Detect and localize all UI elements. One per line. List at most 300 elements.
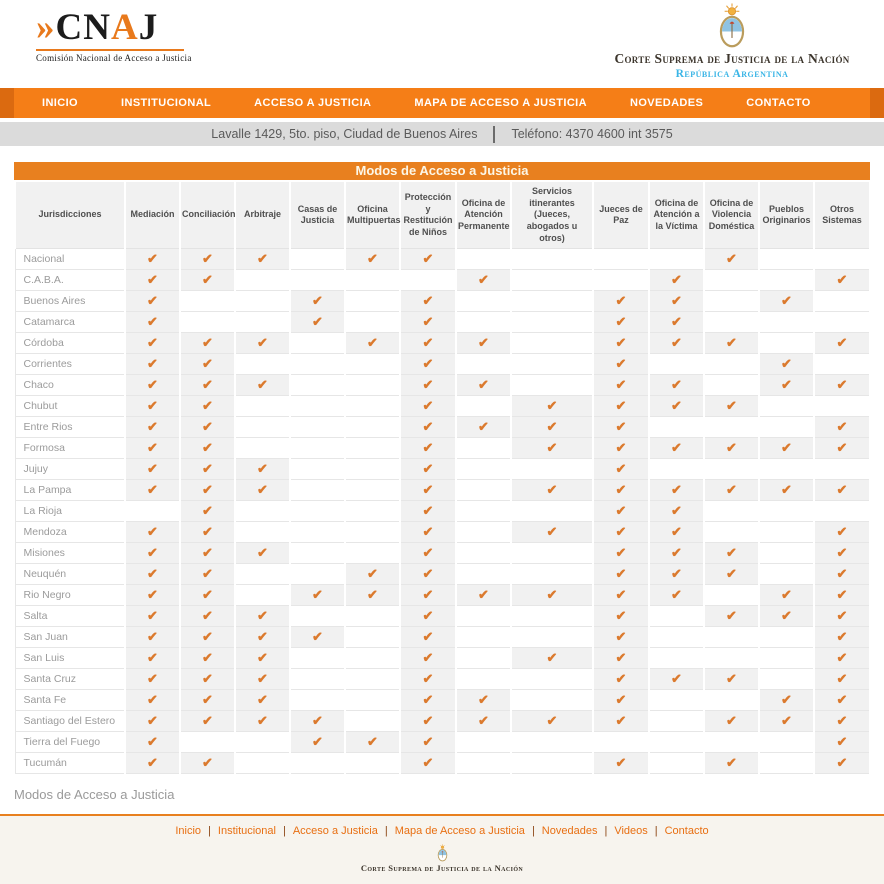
check-cell-empty — [511, 291, 593, 312]
check-icon: ✔ — [671, 272, 682, 287]
check-icon: ✔ — [616, 419, 627, 434]
footer-link-videos[interactable]: Videos — [614, 825, 647, 837]
check-cell-checked — [649, 438, 704, 459]
check-cell-empty — [290, 438, 345, 459]
check-cell-checked — [345, 564, 400, 585]
check-icon: ✔ — [616, 629, 627, 644]
check-cell-empty — [456, 627, 511, 648]
phone-text: Teléfono: 4370 4600 int 3575 — [511, 127, 672, 141]
check-cell-checked — [400, 732, 456, 753]
jurisdiction-label: Tucumán — [15, 753, 125, 774]
check-icon: ✔ — [671, 398, 682, 413]
check-cell-checked — [593, 564, 649, 585]
check-cell-empty — [456, 669, 511, 690]
check-cell-empty — [649, 354, 704, 375]
check-cell-checked — [125, 627, 180, 648]
check-cell-checked — [759, 480, 814, 501]
check-cell-checked — [345, 249, 400, 270]
check-cell-empty — [345, 543, 400, 564]
footer-link-separator: | — [385, 825, 388, 837]
check-icon: ✔ — [478, 419, 489, 434]
check-cell-empty — [511, 690, 593, 711]
check-cell-empty — [290, 480, 345, 501]
jurisdiction-label: Corrientes — [15, 354, 125, 375]
check-cell-empty — [290, 333, 345, 354]
check-cell-empty — [511, 564, 593, 585]
check-cell-checked — [235, 648, 290, 669]
table-row-la-rioja — [15, 501, 870, 522]
check-cell-empty — [704, 312, 759, 333]
nav-item-novedades[interactable]: NOVEDADES — [630, 88, 703, 118]
cnaj-logo[interactable] — [36, 8, 186, 63]
table-row-cordoba — [15, 333, 870, 354]
check-cell-checked — [235, 690, 290, 711]
check-cell-empty — [290, 270, 345, 291]
check-cell-checked — [345, 585, 400, 606]
jurisdiction-label: Chaco — [15, 375, 125, 396]
check-icon: ✔ — [478, 713, 489, 728]
nav-item-acceso-a-justicia[interactable]: ACCESO A JUSTICIA — [254, 88, 371, 118]
check-cell-empty — [345, 375, 400, 396]
check-cell-checked — [704, 438, 759, 459]
check-cell-checked — [814, 753, 870, 774]
table-body — [15, 249, 870, 774]
check-cell-checked — [400, 501, 456, 522]
check-cell-checked — [125, 375, 180, 396]
check-cell-empty — [511, 732, 593, 753]
address-bar — [0, 122, 884, 146]
check-icon: ✔ — [837, 335, 848, 350]
check-icon: ✔ — [147, 629, 158, 644]
check-icon: ✔ — [367, 335, 378, 350]
check-cell-empty — [290, 606, 345, 627]
check-icon: ✔ — [423, 419, 434, 434]
check-icon: ✔ — [202, 461, 213, 476]
check-cell-empty — [593, 732, 649, 753]
column-header-servicios-itinerantes-jueces-abogados-u-otros: Servicios itinerantes (Jueces, abogados u otros) — [511, 181, 593, 249]
check-cell-empty — [649, 249, 704, 270]
check-cell-checked — [180, 249, 235, 270]
check-cell-empty — [511, 627, 593, 648]
check-icon: ✔ — [726, 335, 737, 350]
check-icon: ✔ — [202, 524, 213, 539]
check-icon: ✔ — [257, 671, 268, 686]
check-icon: ✔ — [547, 440, 558, 455]
table-row-santiago-del-estero — [15, 711, 870, 732]
check-icon: ✔ — [478, 692, 489, 707]
check-cell-checked — [180, 480, 235, 501]
footer-link-separator: | — [532, 825, 535, 837]
check-cell-checked — [759, 690, 814, 711]
check-icon: ✔ — [616, 650, 627, 665]
check-icon: ✔ — [202, 650, 213, 665]
check-cell-checked — [593, 669, 649, 690]
check-icon: ✔ — [726, 545, 737, 560]
check-cell-checked — [704, 711, 759, 732]
check-cell-checked — [125, 564, 180, 585]
check-icon: ✔ — [671, 524, 682, 539]
check-cell-checked — [125, 333, 180, 354]
check-icon: ✔ — [423, 587, 434, 602]
check-cell-checked — [180, 396, 235, 417]
check-cell-empty — [345, 354, 400, 375]
check-cell-checked — [704, 753, 759, 774]
check-cell-checked — [511, 417, 593, 438]
check-icon: ✔ — [257, 377, 268, 392]
check-cell-checked — [400, 375, 456, 396]
check-icon: ✔ — [423, 734, 434, 749]
table-row-chaco — [15, 375, 870, 396]
jurisdiction-label: San Luis — [15, 648, 125, 669]
check-icon: ✔ — [423, 377, 434, 392]
check-icon: ✔ — [423, 356, 434, 371]
check-cell-checked — [593, 375, 649, 396]
check-cell-empty — [814, 501, 870, 522]
check-cell-checked — [180, 501, 235, 522]
check-icon: ✔ — [781, 713, 792, 728]
check-cell-empty — [759, 564, 814, 585]
check-cell-checked — [511, 480, 593, 501]
check-cell-empty — [345, 291, 400, 312]
check-icon: ✔ — [147, 398, 158, 413]
check-cell-checked — [125, 354, 180, 375]
check-icon: ✔ — [202, 755, 213, 770]
check-cell-empty — [649, 753, 704, 774]
check-cell-checked — [593, 312, 649, 333]
check-icon: ✔ — [781, 356, 792, 371]
page-caption: Modos de Acceso a Justicia — [14, 787, 884, 802]
check-cell-empty — [456, 480, 511, 501]
check-cell-checked — [400, 438, 456, 459]
check-cell-empty — [290, 375, 345, 396]
check-icon: ✔ — [616, 335, 627, 350]
check-cell-empty — [759, 669, 814, 690]
check-icon: ✔ — [781, 608, 792, 623]
check-cell-checked — [593, 417, 649, 438]
check-cell-empty — [759, 543, 814, 564]
check-cell-checked — [290, 732, 345, 753]
check-cell-checked — [400, 396, 456, 417]
check-cell-empty — [290, 417, 345, 438]
check-icon: ✔ — [147, 482, 158, 497]
check-cell-empty — [814, 459, 870, 480]
table-title: Modos de Acceso a Justicia — [14, 162, 870, 180]
check-icon: ✔ — [781, 293, 792, 308]
check-icon: ✔ — [202, 419, 213, 434]
check-icon: ✔ — [837, 587, 848, 602]
footer-link-separator: | — [604, 825, 607, 837]
check-icon: ✔ — [202, 566, 213, 581]
check-icon: ✔ — [616, 482, 627, 497]
check-cell-checked — [649, 564, 704, 585]
check-cell-checked — [593, 690, 649, 711]
check-icon: ✔ — [423, 692, 434, 707]
check-cell-checked — [593, 585, 649, 606]
check-cell-empty — [235, 291, 290, 312]
check-cell-empty — [704, 732, 759, 753]
check-cell-empty — [511, 501, 593, 522]
column-header-arbitraje: Arbitraje — [235, 181, 290, 249]
check-icon: ✔ — [257, 335, 268, 350]
check-icon: ✔ — [423, 755, 434, 770]
check-icon: ✔ — [837, 377, 848, 392]
check-cell-empty — [511, 249, 593, 270]
check-icon: ✔ — [147, 608, 158, 623]
jurisdiction-label: La Pampa — [15, 480, 125, 501]
check-icon: ✔ — [312, 629, 323, 644]
address-text: Lavalle 1429, 5to. piso, Ciudad de Buenos Aires — [211, 127, 477, 141]
check-icon: ✔ — [202, 398, 213, 413]
check-cell-checked — [125, 480, 180, 501]
check-cell-checked — [235, 480, 290, 501]
check-icon: ✔ — [312, 587, 323, 602]
check-cell-checked — [125, 522, 180, 543]
check-icon: ✔ — [202, 692, 213, 707]
check-icon: ✔ — [147, 671, 158, 686]
column-header-casas-de-justicia: Casas de Justicia — [290, 181, 345, 249]
jurisdiction-label: Santiago del Estero — [15, 711, 125, 732]
check-cell-checked — [511, 438, 593, 459]
check-icon: ✔ — [616, 524, 627, 539]
check-cell-checked — [180, 648, 235, 669]
check-icon: ✔ — [367, 587, 378, 602]
check-cell-empty — [704, 270, 759, 291]
check-cell-empty — [235, 501, 290, 522]
check-icon: ✔ — [837, 272, 848, 287]
check-cell-empty — [456, 396, 511, 417]
check-cell-checked — [704, 480, 759, 501]
check-cell-checked — [400, 312, 456, 333]
check-cell-empty — [345, 417, 400, 438]
check-cell-checked — [593, 291, 649, 312]
check-icon: ✔ — [423, 482, 434, 497]
jurisdiction-label: Catamarca — [15, 312, 125, 333]
table-row-catamarca — [15, 312, 870, 333]
check-icon: ✔ — [616, 293, 627, 308]
check-cell-checked — [125, 438, 180, 459]
check-cell-checked — [593, 438, 649, 459]
check-icon: ✔ — [547, 419, 558, 434]
check-cell-checked — [649, 522, 704, 543]
check-cell-checked — [180, 711, 235, 732]
check-cell-empty — [759, 501, 814, 522]
check-cell-empty — [345, 648, 400, 669]
footer-link-acceso-a-justicia[interactable]: Acceso a Justicia — [293, 825, 378, 837]
check-icon: ✔ — [616, 356, 627, 371]
check-cell-checked — [704, 249, 759, 270]
check-cell-empty — [345, 690, 400, 711]
check-cell-checked — [125, 291, 180, 312]
address-divider — [493, 126, 495, 143]
check-cell-empty — [814, 354, 870, 375]
check-cell-empty — [649, 417, 704, 438]
check-icon: ✔ — [202, 545, 213, 560]
check-icon: ✔ — [671, 377, 682, 392]
check-icon: ✔ — [312, 734, 323, 749]
check-cell-checked — [593, 627, 649, 648]
check-icon: ✔ — [312, 713, 323, 728]
check-icon: ✔ — [616, 608, 627, 623]
check-cell-checked — [400, 711, 456, 732]
check-cell-checked — [235, 711, 290, 732]
column-header-proteccion-y-restitucion-de-ninos: Protección y Restitución de Niños — [400, 181, 456, 249]
check-icon: ✔ — [147, 440, 158, 455]
footer-link-novedades[interactable]: Novedades — [542, 825, 598, 837]
check-cell-empty — [759, 249, 814, 270]
check-cell-empty — [456, 291, 511, 312]
check-cell-empty — [456, 543, 511, 564]
check-cell-empty — [456, 564, 511, 585]
check-cell-empty — [345, 606, 400, 627]
footer-link-separator: | — [208, 825, 211, 837]
check-cell-checked — [290, 312, 345, 333]
check-icon: ✔ — [671, 545, 682, 560]
check-cell-empty — [759, 627, 814, 648]
check-cell-checked — [125, 648, 180, 669]
check-cell-checked — [704, 396, 759, 417]
check-cell-empty — [704, 375, 759, 396]
jurisdiction-label: Mendoza — [15, 522, 125, 543]
check-icon: ✔ — [147, 335, 158, 350]
check-cell-empty — [814, 291, 870, 312]
check-cell-checked — [180, 627, 235, 648]
check-cell-empty — [290, 648, 345, 669]
check-cell-checked — [704, 669, 759, 690]
check-icon: ✔ — [202, 671, 213, 686]
check-icon: ✔ — [616, 314, 627, 329]
check-icon: ✔ — [671, 671, 682, 686]
check-cell-empty — [759, 459, 814, 480]
check-cell-checked — [400, 648, 456, 669]
check-cell-empty — [649, 459, 704, 480]
footer-link-inicio[interactable]: Inicio — [175, 825, 201, 837]
check-cell-checked — [180, 522, 235, 543]
check-icon: ✔ — [202, 482, 213, 497]
check-cell-checked — [593, 648, 649, 669]
jurisdiction-label: Entre Rios — [15, 417, 125, 438]
footer-link-institucional[interactable]: Institucional — [218, 825, 276, 837]
check-icon: ✔ — [423, 293, 434, 308]
check-cell-empty — [704, 354, 759, 375]
check-cell-empty — [345, 396, 400, 417]
check-cell-checked — [814, 711, 870, 732]
check-cell-empty — [649, 711, 704, 732]
check-cell-empty — [345, 438, 400, 459]
check-cell-empty — [235, 732, 290, 753]
check-cell-empty — [511, 669, 593, 690]
check-icon: ✔ — [147, 251, 158, 266]
check-icon: ✔ — [423, 251, 434, 266]
check-cell-checked — [400, 627, 456, 648]
check-cell-checked — [345, 333, 400, 354]
check-cell-empty — [511, 333, 593, 354]
check-cell-checked — [400, 543, 456, 564]
check-cell-empty — [290, 459, 345, 480]
table-row-c-a-b-a — [15, 270, 870, 291]
check-cell-checked — [456, 711, 511, 732]
check-icon: ✔ — [423, 671, 434, 686]
nav-item-institucional[interactable]: INSTITUCIONAL — [121, 88, 211, 118]
check-cell-empty — [814, 312, 870, 333]
check-cell-empty — [456, 648, 511, 669]
check-icon: ✔ — [726, 671, 737, 686]
footer-link-mapa-de-acceso-a-justicia[interactable]: Mapa de Acceso a Justicia — [395, 825, 525, 837]
check-cell-checked — [649, 333, 704, 354]
check-cell-checked — [180, 270, 235, 291]
check-icon: ✔ — [423, 650, 434, 665]
site-header — [0, 0, 884, 88]
check-cell-checked — [649, 585, 704, 606]
main-nav-inner — [14, 88, 870, 118]
footer-link-contacto[interactable]: Contacto — [665, 825, 709, 837]
check-cell-checked — [593, 522, 649, 543]
check-cell-checked — [814, 438, 870, 459]
check-icon: ✔ — [367, 251, 378, 266]
check-cell-empty — [345, 501, 400, 522]
check-cell-checked — [125, 270, 180, 291]
check-cell-empty — [235, 564, 290, 585]
table-row-salta — [15, 606, 870, 627]
nav-item-inicio[interactable]: INICIO — [42, 88, 78, 118]
check-cell-checked — [125, 606, 180, 627]
check-cell-checked — [593, 501, 649, 522]
check-cell-empty — [759, 417, 814, 438]
check-cell-checked — [814, 585, 870, 606]
check-icon: ✔ — [837, 755, 848, 770]
check-cell-checked — [593, 753, 649, 774]
check-cell-checked — [180, 459, 235, 480]
check-cell-checked — [290, 627, 345, 648]
check-icon: ✔ — [367, 734, 378, 749]
column-header-oficina-de-violencia-domestica: Oficina de Violencia Doméstica — [704, 181, 759, 249]
check-icon: ✔ — [257, 650, 268, 665]
jurisdiction-label: Córdoba — [15, 333, 125, 354]
logo-subtitle: Comisión Nacional de Acceso a Justicia — [36, 53, 186, 63]
check-cell-empty — [345, 312, 400, 333]
court-name: Corte Suprema de Justicia de la Nación — [598, 51, 866, 67]
check-cell-checked — [400, 354, 456, 375]
check-cell-checked — [814, 543, 870, 564]
check-icon: ✔ — [147, 377, 158, 392]
table-row-san-luis — [15, 648, 870, 669]
check-icon: ✔ — [312, 314, 323, 329]
check-cell-empty — [759, 333, 814, 354]
check-cell-empty — [511, 606, 593, 627]
check-icon: ✔ — [616, 545, 627, 560]
check-icon: ✔ — [547, 524, 558, 539]
check-cell-empty — [290, 564, 345, 585]
check-cell-empty — [511, 312, 593, 333]
check-cell-checked — [593, 480, 649, 501]
nav-item-contacto[interactable]: CONTACTO — [746, 88, 811, 118]
nav-item-mapa-de-acceso-a-justicia[interactable]: MAPA DE ACCESO A JUSTICIA — [414, 88, 587, 118]
check-icon: ✔ — [671, 293, 682, 308]
check-icon: ✔ — [726, 566, 737, 581]
court-branding — [598, 3, 866, 80]
check-cell-checked — [511, 522, 593, 543]
table-row-jujuy — [15, 459, 870, 480]
table-row-formosa — [15, 438, 870, 459]
footer-link-separator: | — [655, 825, 658, 837]
check-cell-empty — [345, 459, 400, 480]
check-icon: ✔ — [423, 461, 434, 476]
column-header-oficina-multipuertas: Oficina Multipuertas — [345, 181, 400, 249]
check-cell-checked — [649, 270, 704, 291]
check-cell-checked — [180, 375, 235, 396]
check-cell-empty — [759, 270, 814, 291]
table-row-misiones — [15, 543, 870, 564]
check-icon: ✔ — [781, 377, 792, 392]
